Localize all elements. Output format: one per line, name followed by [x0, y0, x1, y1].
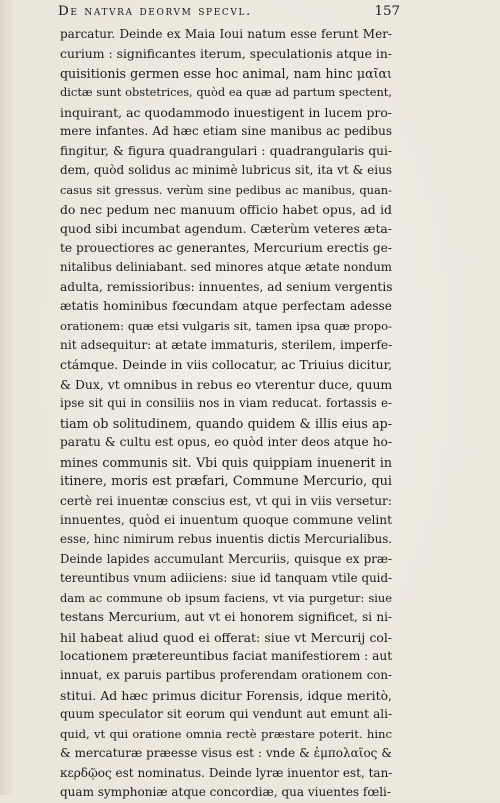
text-line: nit adsequitur: at ætate immaturis, sterilem, imperfe-	[60, 338, 393, 352]
text-line: locationem prætereuntibus faciat manifestiorem : aut	[60, 649, 393, 663]
text-line: ætatis hominibus fœcundam atque perfectam adesse	[60, 299, 392, 314]
text-line: inquirant, ac quodammodo inuestigent in lucem pro-	[60, 104, 392, 120]
text-line: adulta, remissioribus: innuentes, ad senium vergentis	[60, 279, 393, 294]
text-line: orationem: quæ etsi vulgaris sit, tamen ipsa quæ propo-	[60, 318, 392, 333]
text-line: ctámque. Deinde in viis collocatur, ac Triuius dicitur,	[60, 357, 393, 373]
text-line: innuat, ex paruis partibus proferendam orationem con-	[60, 668, 392, 683]
text-line: tereuntibus vnum adiiciens: siue id tanquam vtile quid-	[60, 571, 392, 586]
text-line: paratu & cultu est opus, eo quòd inter deos atque ho-	[60, 435, 392, 450]
text-line: te prouectiores ac generantes, Mercurium erectis ge-	[60, 240, 392, 255]
text-line: dem, quòd solidus ac minimè lubricus sit, ita vt & eius	[60, 163, 392, 178]
text-line: parcatur. Deinde ex Maia Ioui natum esse ferunt Mer-	[60, 27, 392, 41]
running-head	[58, 4, 400, 26]
text-line: quod sibi incumbat agendum. Cæterùm veteres æta-	[60, 221, 392, 237]
text-line: stitui. Ad hæc primus dicitur Forensis, idque meritò,	[60, 687, 392, 703]
text-line: Deinde lapides accumulant Mercuriis, quisque ex præ-	[60, 551, 392, 566]
text-line: do nec pedum nec manuum officio habet opus, ad id	[60, 201, 392, 217]
text-line: dam ac commune ob ipsum faciens, vt via purgetur: siue	[60, 590, 392, 605]
text-line: dictæ sunt obstetrices, quòd ea quæ ad partum spectent,	[60, 85, 392, 100]
text-line: & Dux, vt omnibus in rebus eo vterentur duce, quum	[60, 376, 393, 392]
text-line: hil habeat aliud quod ei offerat: siue vt Mercurij col-	[60, 629, 392, 645]
text-line: esse, hinc nimirum rebus inuentis dictis Mercurialibus.	[60, 532, 392, 547]
text-line: mere infantes. Ad hæc etiam sine manibus ac pedibus	[60, 124, 392, 139]
text-line: tiam ob solitudinem, quando quidem & illis eius ap-	[60, 415, 392, 431]
body-text	[60, 25, 392, 803]
text-line: itinere, moris est præfari, Commune Mercurio, qui	[60, 474, 392, 490]
running-title: De natvra deorvm specvl.	[58, 4, 252, 19]
page-number: 157	[374, 4, 400, 19]
text-line: mines communis sit. Vbi quis quippiam inuenerit in	[60, 454, 392, 470]
text-line: κερδῷος est nominatus. Deinde lyræ inuentor est, tan-	[60, 765, 393, 780]
text-line: casus sit gressus. verùm sine pedibus ac manibus, quan-	[60, 182, 392, 197]
text-line: curium : significantes iterum, speculationis atque in-	[60, 46, 392, 62]
text-line: quum speculator sit eorum qui vendunt aut emunt ali-	[60, 707, 392, 722]
text-line: innuentes, quòd ei inuentum quoque commune velint	[60, 512, 392, 527]
text-line: testans Mercurium, aut vt ei honorem significet, si ni-	[60, 610, 392, 625]
text-line: & mercaturæ præesse visus est : vnde & ἐμπολαῖος &	[60, 746, 392, 761]
text-line: quisitionis germen esse hoc animal, nam hinc μαῖαι	[60, 65, 392, 81]
text-line: nitalibus deliniabant. sed minores atque ætate nondum	[60, 260, 392, 275]
text-line: quid, vt qui oratione omnia rectè præstare poterit. hinc	[60, 726, 392, 741]
text-line: fingitur, & figura quadrangulari : quadrangularis qui-	[60, 143, 392, 158]
text-line: quam symphoniæ atque concordiæ, qua viuentes fœli-	[60, 785, 391, 800]
text-line: ipse sit qui in consiliis nos in viam reducat. fortassis e-	[60, 396, 392, 411]
text-line: certè rei inuentæ conscius est, vt qui in viis versetur:	[60, 493, 392, 508]
